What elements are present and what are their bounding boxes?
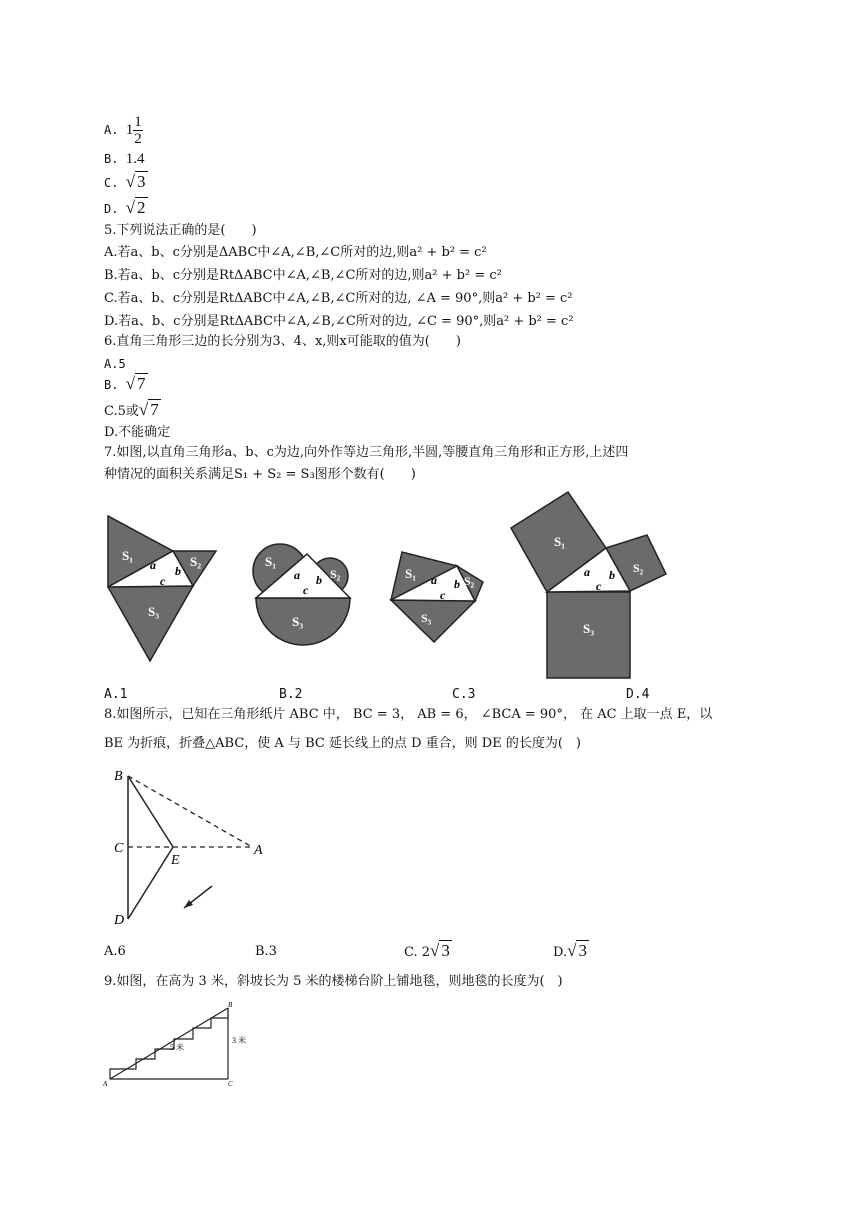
label-c: c [596,579,602,593]
label-a: a [584,565,590,579]
q6-option-b [104,375,148,394]
label-s1: S₁ [265,554,277,569]
q8-option-c [404,941,452,961]
label-c: c [303,583,309,597]
label-a: a [150,558,156,572]
sqrt-expression: √ 3 [430,941,450,960]
q6-option-d: D.不能确定 [104,425,171,440]
option-value: 1.4 [125,151,145,167]
q7-option-d: D.4 [626,687,650,702]
option-text: D. [553,945,568,960]
label-s2: S₂ [633,561,644,575]
figure-equilateral-triangles [108,516,216,661]
label-height: 3 米 [232,1036,246,1045]
label-s3: S₃ [421,611,432,625]
q4-option-a [104,114,143,147]
q5-option-d: D.若a、b、c分别是RtΔABC中∠A,∠B,∠C所对的边, ∠C = 90°,则a² + b² = c² [104,314,574,329]
q6-option-a: A.5 [104,357,126,371]
label-a: a [294,568,300,582]
label-s1: S₁ [405,566,417,581]
label-s1: S₁ [122,548,134,563]
sqrt-expression: √ 7 [138,400,159,419]
q9-stem: 9.如图，在高为 3 米，斜坡长为 5 米的楼梯台阶上铺地毯，则地毯的长度为( ) [104,974,563,989]
label-s2: S₂ [190,554,202,569]
q6-option-c [104,401,161,421]
q7-option-c: C.3 [452,687,476,702]
q4-option-b [104,150,144,168]
q8-stem-line1: 8.如图所示，已知在三角形纸片 ABC 中， BC = 3， AB = 6， ∠BCA = 90°， 在 AC 上取一点 E，以 [104,707,713,722]
label-b: B [114,769,123,784]
label-a: A [254,843,263,858]
q5-option-b: B.若a、b、c分别是RtΔABC中∠A,∠B,∠C所对的边,则a² + b² = c² [104,268,502,283]
radicand: 7 [137,374,146,393]
q4-option-c [104,173,148,192]
label-s3: S₃ [148,604,160,619]
figure-isosceles-right-triangles [391,552,483,642]
fraction [133,114,143,147]
q5-option-a: A.若a、b、c分别是ΔABC中∠A,∠B,∠C所对的边,则a² + b² = c² [104,245,487,260]
label-d: D [114,913,125,928]
label-b: b [609,568,615,582]
option-label: B. [104,378,119,392]
q9-figure [100,998,260,1093]
q7-figures [0,488,860,688]
option-text: C.5或 [104,404,139,419]
q7-stem-line2: 种情况的面积关系满足S₁ + S₂ = S₃图形个数有( ) [104,467,416,482]
label-c: c [440,588,446,602]
option-text: C. 2 [404,945,431,960]
figure-squares [511,492,666,678]
label-c: c [160,574,166,588]
radicand: 3 [441,941,450,960]
sqrt-expression: √ 3 [567,941,587,960]
label-s1: S₁ [554,534,566,549]
sqrt-expression: √ 3 [125,172,146,191]
q7-stem-line1: 7.如图,以直角三角形a、b、c为边,向外作等边三角形,半圆,等腰直角三角形和正方形,上述四 [104,445,629,460]
label-b: b [454,577,460,591]
label-c: C [228,1080,233,1088]
label-s2: S₂ [330,567,341,581]
q7-option-a: A.1 [104,687,128,702]
label-slope: 5 米 [170,1043,184,1052]
label-b: b [175,564,181,578]
q8-stem-line2: BE 为折痕，折叠△ABC，使 A 与 BC 延长线上的点 D 重合，则 DE 的长度为( ) [104,736,581,751]
q8-option-b: B.3 [255,944,277,959]
q8-option-d [553,941,589,961]
label-b: B [228,1001,233,1009]
q8-option-a: A.6 [104,944,126,959]
label-a: a [431,573,437,587]
q5-option-c: C.若a、b、c分别是RtΔABC中∠A,∠B,∠C所对的边, ∠A = 90°,则a² + b² = c² [104,291,573,306]
figure-semicircles [253,544,350,645]
label-e: E [171,853,180,868]
label-s2: S₂ [464,574,475,588]
fraction-numerator: 1 [134,114,142,130]
q4-option-d [104,199,148,218]
option-label: D. [104,202,119,216]
option-label: B. [104,152,119,166]
radicand: 3 [137,172,146,191]
q7-option-b: B.2 [279,687,303,702]
q6-stem: 6.直角三角形三边的长分别为3、4、x,则x可能取的值为( ) [104,334,461,349]
mixed-number-whole: 1 [125,122,134,138]
label-b: b [316,573,322,587]
radicand: 2 [137,198,146,217]
label-c: C [114,841,124,856]
radicand: 3 [578,941,587,960]
radicand: 7 [150,400,159,419]
q5-stem: 5.下列说法正确的是( ) [104,223,257,238]
option-label: A. [104,123,119,137]
label-s3: S₃ [583,621,595,636]
label-a: A [103,1080,108,1088]
label-s3: S₃ [292,614,304,629]
sqrt-expression: √ 2 [125,198,146,217]
fraction-denominator: 2 [134,131,142,147]
sqrt-expression: √ 7 [125,374,146,393]
option-label: C. [104,176,119,190]
q8-figure [100,764,300,934]
